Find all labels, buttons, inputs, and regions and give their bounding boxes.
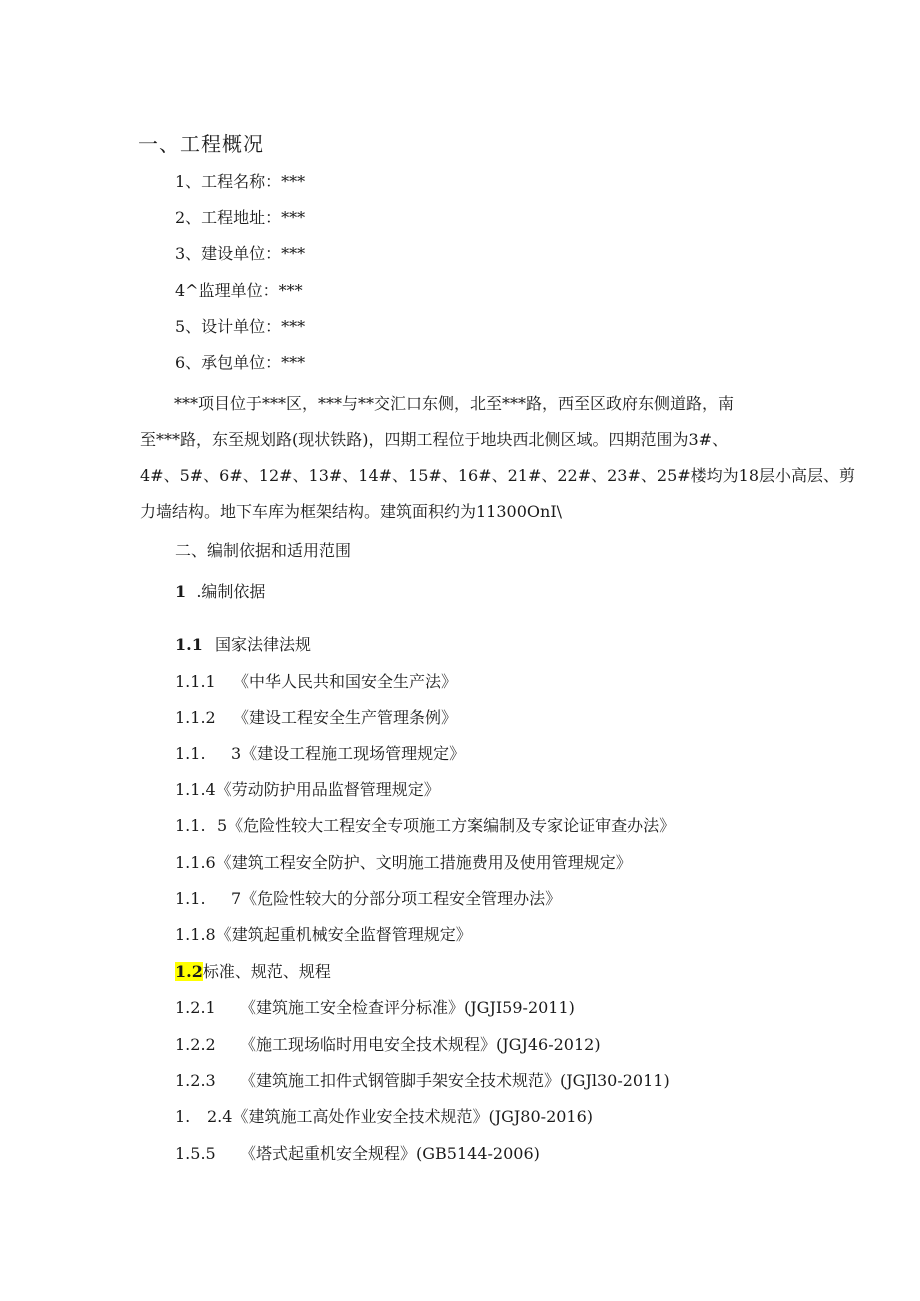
paragraph-line: 至***路，东至规划路(现状铁路)，四期工程位于地块西北侧区域。四期范围为3#、 [140,430,729,449]
item-number: 1.1.1 [175,672,216,691]
item-number: 1. [175,1107,191,1126]
law-item [175,853,632,873]
item-number: 1.1.6 [175,853,216,872]
project-description [140,386,856,530]
item-number: 1.1. [175,816,206,835]
item-title: 3《建设工程施工现场管理规定》 [231,744,466,763]
item-number: 1.1.4 [175,780,216,799]
item-title: 7《危险性较大的分部分项工程安全管理办法》 [231,889,562,908]
item-title: 《塔式起重机安全规程》(GB5144-2006) [240,1144,540,1163]
subsection-1-1-heading [175,635,311,655]
item-number: 1.1.2 [175,708,216,727]
info-line: 5、设计单位：*** [175,317,306,336]
item-title: 《中华人民共和国安全生产法》 [233,672,458,691]
item-number: 1.2.2 [175,1035,216,1054]
law-item [175,780,440,800]
subsection-number: 1 [175,582,187,601]
item-number: 1.2.3 [175,1071,216,1090]
info-line: 4^监理单位：*** [175,281,303,300]
item-title: 《建筑工程安全防护、文明施工措施费用及使用管理规定》 [215,853,632,872]
standard-item [175,1144,540,1164]
info-line: 1、工程名称：*** [175,172,306,191]
subsection-label: 国家法律法规 [215,635,312,654]
info-line: 2、工程地址：*** [175,208,306,227]
item-title: 《建设工程安全生产管理条例》 [233,708,458,727]
subsection-number: 1.1 [175,635,203,654]
law-item [175,816,675,836]
paragraph-line: ***项目位于***区，***与**交汇口东侧，北至***路，西至区政府东侧道路，南 [174,394,735,413]
item-title: 《劳动防护用品监督管理规定》 [215,780,440,799]
item-number: 1.1. [175,744,206,763]
item-title: 《建筑施工扣件式钢管脚手架安全技术规范》(JGJl30-2011) [240,1071,670,1090]
subsection-label: .编制依据 [196,582,266,601]
subsection-1-heading [175,582,265,602]
paragraph-line: 力墙结构。地下车库为框架结构。建筑面积约为11300OnI\ [140,502,563,521]
item-title: 《建筑施工安全检查评分标准》(JGJI59-2011) [240,998,575,1017]
law-item [175,889,561,909]
info-line: 3、建设单位：*** [175,244,306,263]
info-line: 6、承包单位：*** [175,353,306,372]
item-number: 1.1. [175,889,206,908]
subsection-number: 1.2 [175,962,203,981]
section-heading: 一、工程概况 [138,132,264,156]
item-number: 1.1.8 [175,925,216,944]
law-item [175,925,472,945]
section-2-heading: 二、编制依据和适用范围 [175,541,352,560]
subsection-label: 标准、规范、规程 [202,962,331,981]
standard-item [175,1035,601,1055]
standard-item [175,998,575,1018]
paragraph-line: 4#、5#、6#、12#、13#、14#、15#、16#、21#、22#、23#、25#楼均为18层小高层、剪 [140,466,856,485]
standard-item [175,1107,593,1127]
item-title: 《建筑起重机械安全监督管理规定》 [215,925,472,944]
standard-item [175,1071,670,1091]
law-item [175,708,457,728]
subsection-1-2-heading [175,962,331,982]
law-item [175,672,457,692]
item-number: 1.5.5 [175,1144,216,1163]
item-number: 1.2.1 [175,998,216,1017]
item-title: 《施工现场临时用电安全技术规程》(JGJ46-2012) [240,1035,601,1054]
law-item [175,744,465,764]
item-title: 5《危险性较大工程安全专项施工方案编制及专家论证审查办法》 [217,816,676,835]
item-title: 2.4《建筑施工高处作业安全技术规范》(JGJ80-2016) [207,1107,594,1126]
